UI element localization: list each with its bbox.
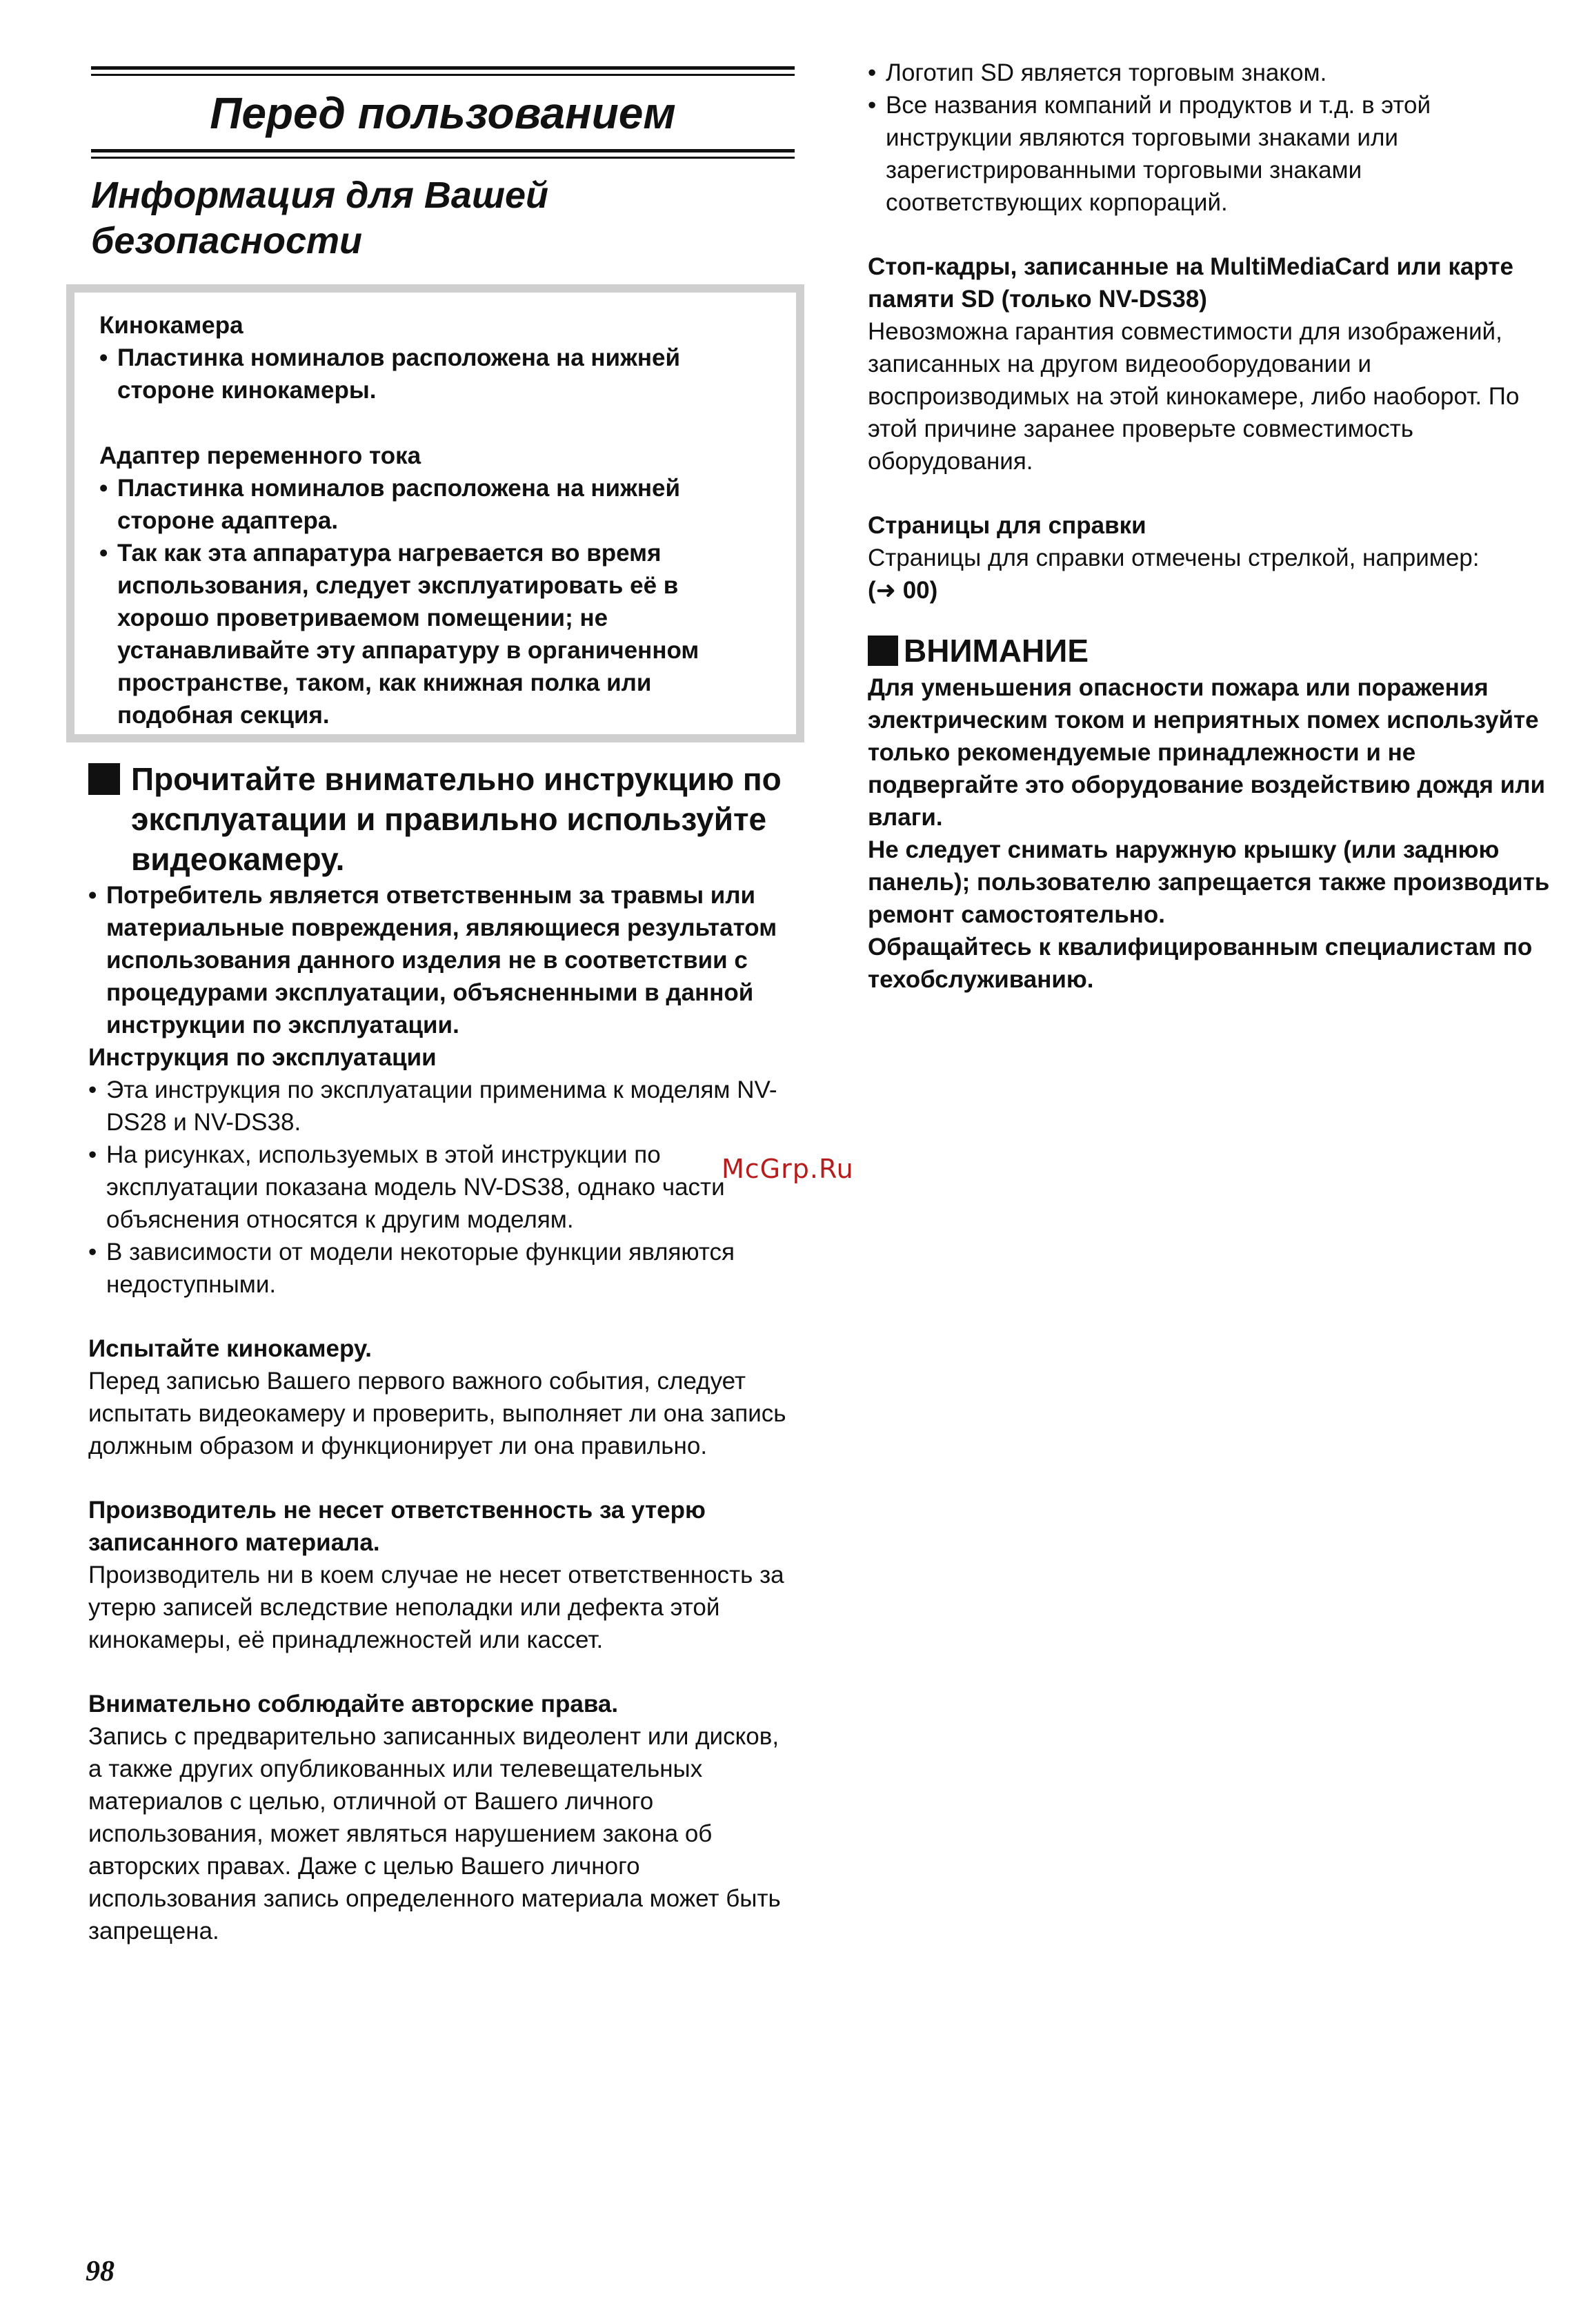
read-manual-heading: Прочитайте внимательно инструкцию по эксплуатации и правильно используйте видеокамеру. <box>88 759 792 879</box>
adapter-item: • Пластинка номиналов расположена на нижней стороне адаптера. <box>99 475 681 534</box>
page-number: 98 <box>86 2256 115 2287</box>
title-rule-bottom <box>91 149 795 152</box>
reference-text: Страницы для справки отмечены стрелкой, например: <box>868 544 1480 571</box>
liability-label: Производитель не несет ответственность за утерю записанного материала. <box>88 1497 706 1556</box>
manual-item: • На рисунках, используемых в этой инструкции по эксплуатации показана модель NV-DS38, однако части объяснения относятся к другим моделям. <box>88 1141 725 1233</box>
title-rule-top-thin <box>91 74 795 76</box>
square-bullet-icon <box>88 763 120 795</box>
copyright-label: Внимательно соблюдайте авторские права. <box>88 1691 619 1717</box>
manual-item: • В зависимости от модели некоторые функции являются недоступными. <box>88 1239 735 1298</box>
test-text: Перед записью Вашего первого важного события, следует испытать видеокамеру и проверить, выполняет ли она запись должным образом и функционирует ли она правильно. <box>88 1368 786 1459</box>
warning-text: Не следует снимать наружную крышку (или заднюю панель); пользователю запрещается также производить ремонт самостоятельно. <box>868 836 1550 928</box>
adapter-label: Адаптер переменного тока <box>99 442 421 469</box>
manual-item: • Эта инструкция по эксплуатации применима к моделям NV-DS28 и NV-DS38. <box>88 1076 777 1136</box>
warning-text: Для уменьшения опасности пожара или поражения электрическим током и неприятных помех используйте только рекомендуемые принадлежности и не подвергайте это оборудование воздействию дождя или влаги. <box>868 674 1545 831</box>
left-column <box>88 759 792 1947</box>
stills-text: Невозможна гарантия совместимости для изображений, записанных на другом видеооборудовании и воспроизводимых на этой кинокамере, либо наоборот. По этой причине заранее проверьте совместимость оборудования. <box>868 318 1520 475</box>
trademark-item: • Все названия компаний и продуктов и т.д. в этой инструкции являются торговыми знаками или зарегистрированными торговыми знаками соответствующих корпораций. <box>868 92 1431 216</box>
test-label: Испытайте кинокамеру. <box>88 1335 372 1362</box>
safety-box <box>66 284 804 742</box>
reference-example: (➜ 00) <box>868 577 938 604</box>
title-band <box>91 66 795 159</box>
warning-text: Обращайтесь к квалифицированным специалистам по техобслуживанию. <box>868 934 1533 993</box>
manual-label: Инструкция по эксплуатации <box>88 1044 437 1071</box>
camera-label: Кинокамера <box>99 312 244 339</box>
right-column <box>868 57 1561 996</box>
trademark-item: • Логотип SD является торговым знаком. <box>868 59 1327 86</box>
camera-item: • Пластинка номиналов расположена на нижней стороне кинокамеры. <box>99 344 681 404</box>
page-title: Перед пользованием <box>210 88 676 138</box>
title-rule-top <box>91 66 795 70</box>
watermark: McGrp.Ru <box>722 1154 854 1184</box>
safety-box-inner <box>74 293 796 734</box>
warning-heading: ВНИМАНИЕ <box>868 630 1561 671</box>
read-manual-bullet: • Потребитель является ответственным за травмы или материальные повреждения, являющиеся результатом использования данного изделия не в соответствии с процедурами эксплуатации, объясненными в данной инструкции по эксплуатации. <box>88 882 777 1038</box>
square-bullet-icon <box>868 636 898 666</box>
stills-label: Стоп-кадры, записанные на MultiMediaCard или карте памяти SD (только NV-DS38) <box>868 253 1513 313</box>
liability-text: Производитель ни в коем случае не несет ответственность за утерю записей вследствие неполадки или дефекта этой кинокамеры, её принадлежностей или кассет. <box>88 1562 784 1653</box>
adapter-item: • Так как эта аппаратура нагревается во время использования, следует эксплуатировать её в хорошо проветриваемом помещении; не устанавливайте эту аппаратуру в органиченном пространстве, таком, как книжная полка или подобная секция. <box>99 540 699 729</box>
copyright-text: Запись с предварительно записанных видеолент или дисков, а также других опубликованных или телевещательных материалов с целью, отличной от Вашего личного использования, может являться нарушением закона об авторских правах. Даже с целью Вашего личного использования запись определенного материала может быть запрещена. <box>88 1723 781 1944</box>
reference-label: Страницы для справки <box>868 512 1146 539</box>
title-rule-bottom-thin <box>91 157 795 159</box>
section-title: Информация для Вашей безопасности <box>91 175 548 262</box>
